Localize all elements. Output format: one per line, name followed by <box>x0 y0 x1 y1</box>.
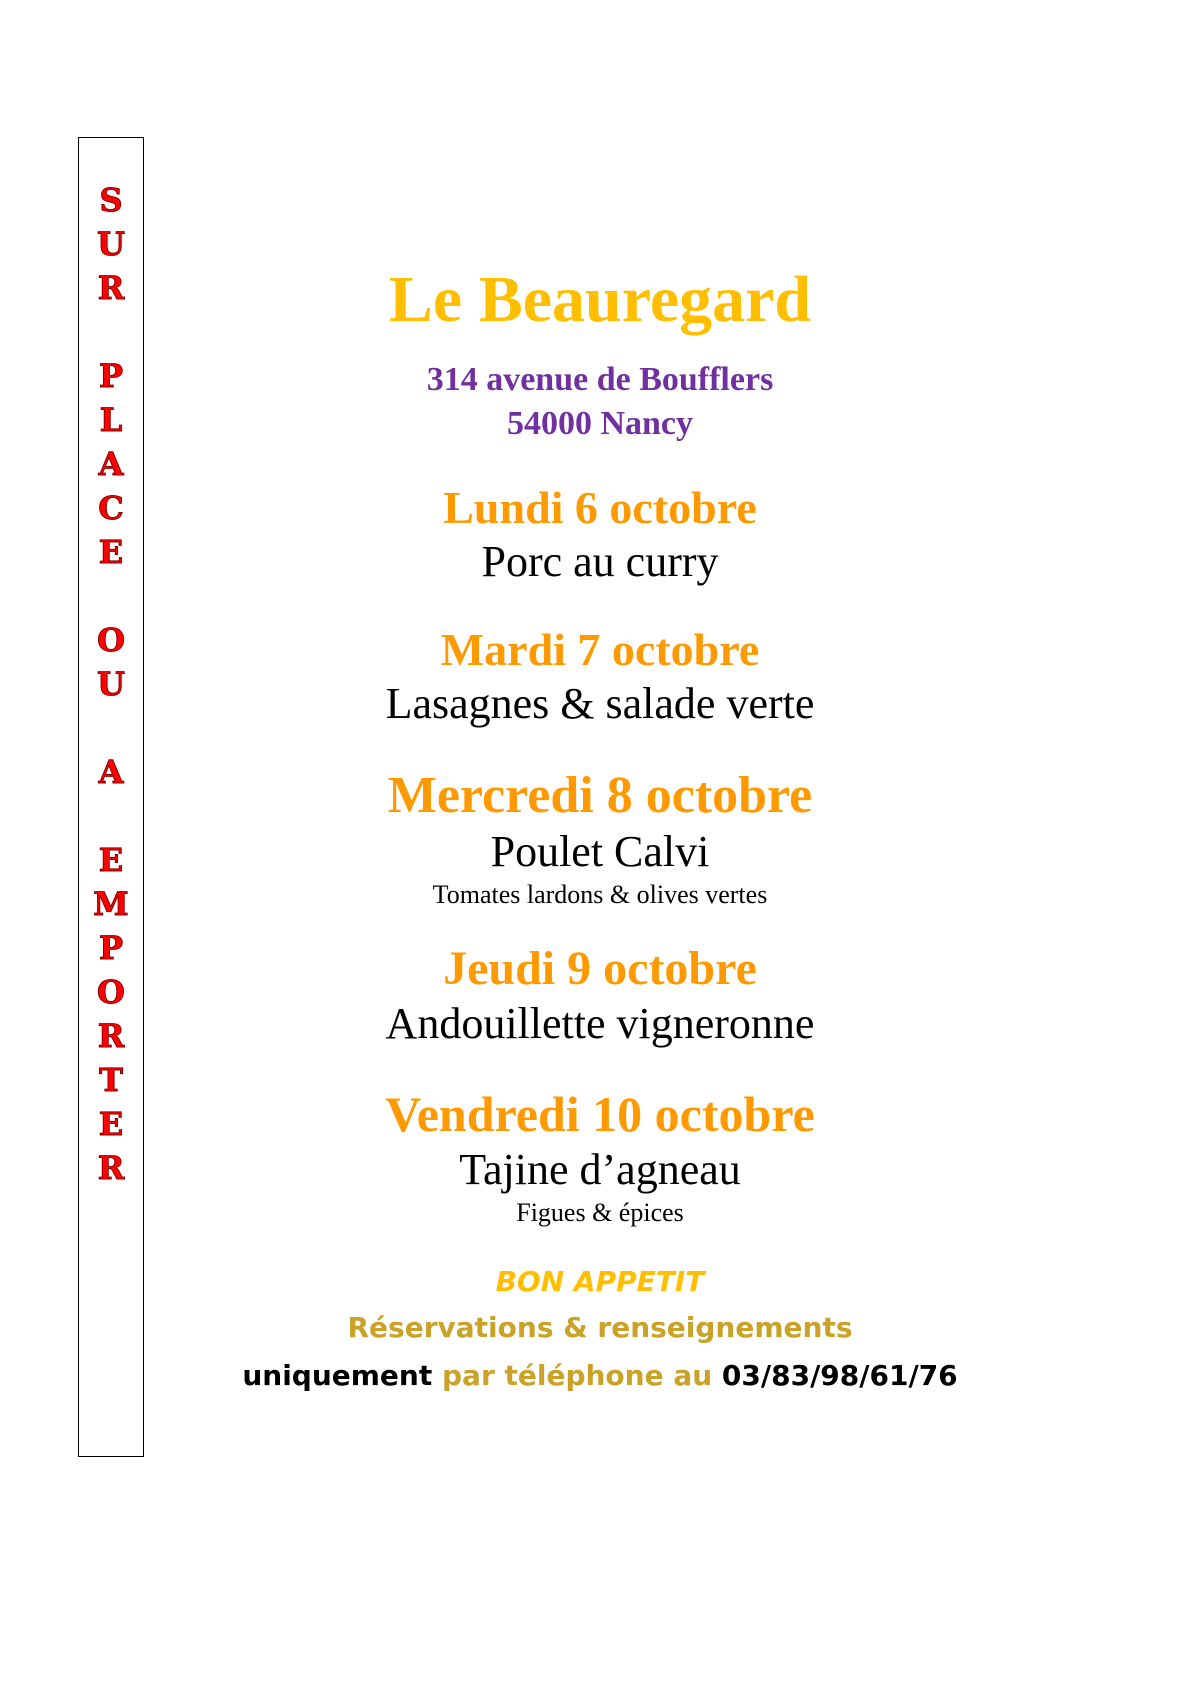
sidebar-letter: E <box>98 533 124 571</box>
sidebar-letter: M <box>93 885 129 923</box>
restaurant-name: Le Beauregard <box>388 263 812 336</box>
address-street: 314 avenue de Boufflers <box>426 361 774 398</box>
sidebar-letter: S <box>99 181 123 219</box>
sidebar-letter: C <box>98 489 124 527</box>
day-heading: Mardi 7 octobre <box>440 624 760 675</box>
sidebar-word <box>99 750 124 794</box>
phone-prefix: uniquement <box>242 1359 433 1392</box>
sidebar-letter: R <box>97 1017 125 1055</box>
day-heading: Jeudi 9 octobre <box>443 942 757 995</box>
menu-content <box>150 260 1050 1400</box>
day-heading: Vendredi 10 octobre <box>385 1086 815 1142</box>
sidebar-letter: U <box>97 225 125 263</box>
sidebar-letter: E <box>98 1105 124 1143</box>
sidebar-letter: T <box>99 1061 123 1099</box>
day-heading: Lundi 6 octobre <box>443 482 757 533</box>
sidebar-letter: A <box>98 753 124 791</box>
sidebar-letter: A <box>98 445 124 483</box>
sidebar-word <box>98 354 123 574</box>
sidebar-word <box>97 618 125 706</box>
sidebar-letter: L <box>99 401 123 439</box>
menu-day-wednesday <box>150 766 1050 912</box>
dish-name: Andouillette vigneronne <box>385 999 815 1048</box>
dish-name: Porc au curry <box>481 537 719 586</box>
day-heading: Mercredi 8 octobre <box>387 767 813 824</box>
reservations-line: Réservations & renseignements <box>347 1311 853 1344</box>
dish-note: Tomates lardons & olives vertes <box>432 880 768 909</box>
bon-appetit: BON APPETIT <box>495 1265 705 1298</box>
menu-day-monday <box>150 480 1050 588</box>
sidebar-letter: R <box>97 269 125 307</box>
sidebar-box <box>78 137 144 1457</box>
sidebar-word <box>97 178 125 310</box>
phone-line <box>150 1352 1050 1400</box>
menu-day-friday <box>150 1084 1050 1230</box>
sidebar-letter: P <box>98 929 124 967</box>
sidebar-letter: R <box>97 1149 125 1187</box>
footer <box>150 1260 1050 1400</box>
phone-middle: par téléphone au <box>442 1359 713 1392</box>
sidebar-letter: O <box>97 973 125 1011</box>
dish-name: Tajine d’agneau <box>459 1145 741 1194</box>
sidebar-letter: O <box>97 621 125 659</box>
restaurant-address <box>150 358 1050 446</box>
menu-day-thursday <box>150 940 1050 1050</box>
sidebar-letter: U <box>97 665 125 703</box>
phone-number: 03/83/98/61/76 <box>721 1359 958 1392</box>
dish-name: Poulet Calvi <box>490 827 710 876</box>
menu-day-tuesday <box>150 622 1050 730</box>
sidebar-vertical-text <box>79 178 143 1190</box>
address-city: 54000 Nancy <box>506 405 694 442</box>
dish-note: Figues & épices <box>516 1198 684 1227</box>
dish-name: Lasagnes & salade verte <box>385 679 815 728</box>
sidebar-letter: E <box>98 841 124 879</box>
sidebar-word <box>93 838 128 1190</box>
sidebar-letter: P <box>98 357 124 395</box>
